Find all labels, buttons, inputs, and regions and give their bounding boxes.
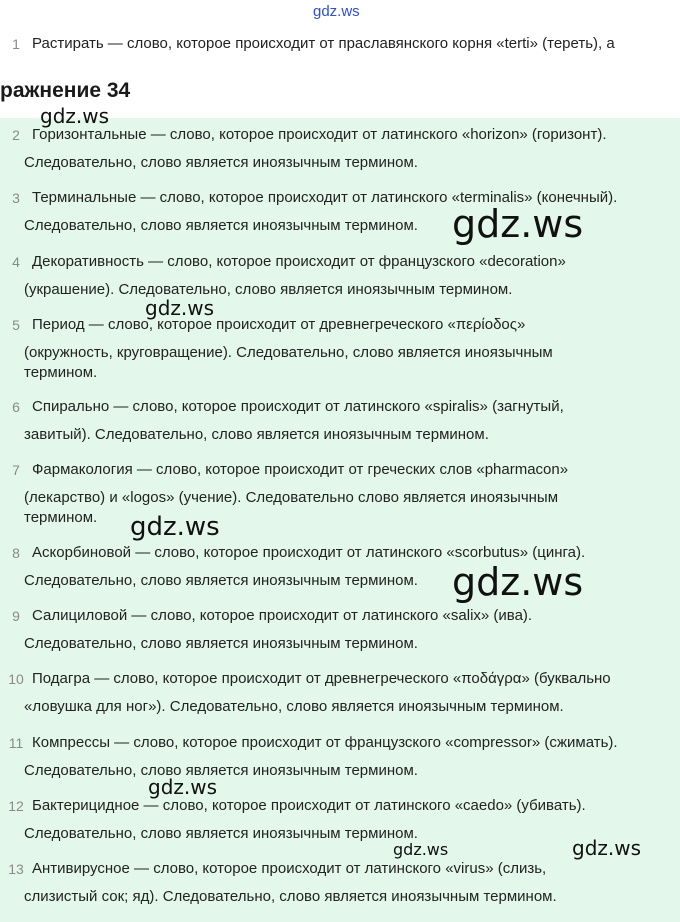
item-text-line: Бактерицидное — слово, которое происходит от латинского «caedo» (убивать). <box>32 797 586 814</box>
item-text-line: Антивирусное — слово, которое происходит от латинского «virus» (слизь, <box>32 860 547 877</box>
watermark-text: gdz.ws <box>452 202 584 246</box>
watermark-top-link[interactable]: gdz.ws <box>313 3 360 20</box>
item-text-line: Декоративность — слово, которое происходит от французского «decoration» <box>32 253 566 270</box>
item-text-line: слизистый сок; яд). Следовательно, слово является иноязычным термином. <box>24 888 557 905</box>
item-text-line: Следовательно, слово является иноязычным термином. <box>24 825 418 842</box>
item-text-line: термином. <box>24 509 98 526</box>
item-text-line: (украшение). Следовательно, слово является иноязычным термином. <box>24 281 513 298</box>
item-number: 6 <box>12 399 20 415</box>
item-number: 10 <box>8 671 24 687</box>
item-text-line: Аскорбиновой — слово, которое происходит от латинского «scorbutus» (цинга). <box>32 544 586 561</box>
item-number: 11 <box>8 735 24 751</box>
item-number: 9 <box>12 608 20 624</box>
watermark-text: gdz.ws <box>452 560 584 604</box>
item-number: 4 <box>12 254 20 270</box>
item-text-line: Следовательно, слово является иноязычным термином. <box>24 762 418 779</box>
item-text-line: завитый). Следовательно, слово является иноязычным термином. <box>24 426 489 443</box>
item-text-line: (окружность, круговращение). Следовательно, слово является иноязычным <box>24 344 553 361</box>
watermark-text: gdz.ws <box>148 775 218 799</box>
watermark-text: gdz.ws <box>145 296 215 320</box>
item-text-line: Растирать — слово, которое происходит от праславянского корня «terti» (тереть), а <box>32 35 615 52</box>
item-text-line: Компрессы — слово, которое происходит от французского «compressor» (сжимать). <box>32 734 618 751</box>
item-text-line: Терминальные — слово, которое происходит от латинского «terminalis» (конечный). <box>32 189 618 206</box>
item-text-line: «ловушка для ног»). Следовательно, слово является иноязычным термином. <box>24 698 564 715</box>
watermark-text: gdz.ws <box>130 512 220 542</box>
item-text-line: Период — слово, которое происходит от древнегреческого «περίοδος» <box>32 316 526 333</box>
item-text-line: (лекарство) и «logos» (учение). Следовательно слово является иноязычным <box>24 489 559 506</box>
item-number: 5 <box>12 317 20 333</box>
item-number: 8 <box>12 545 20 561</box>
item-number: 12 <box>8 798 24 814</box>
watermark-text: gdz.ws <box>572 836 642 860</box>
item-text-line: Салициловой — слово, которое происходит от латинского «salix» (ива). <box>32 607 533 624</box>
item-text-line: Следовательно, слово является иноязычным термином. <box>24 635 418 652</box>
watermark-text: gdz.ws <box>393 840 449 859</box>
item-number: 3 <box>12 190 20 206</box>
item-text-line: Следовательно, слово является иноязычным термином. <box>24 572 418 589</box>
exercise-title: ражнение 34 <box>0 79 131 102</box>
item-number: 1 <box>12 36 20 52</box>
item-text-line: Следовательно, слово является иноязычным термином. <box>24 154 418 171</box>
item-text-line: Подагра — слово, которое происходит от древнегреческого «ποδάγρα» (буквально <box>32 670 611 687</box>
item-text-line: Фармакология — слово, которое происходит от греческих слов «pharmacon» <box>32 461 569 478</box>
item-number: 2 <box>12 127 20 143</box>
item-text-line: Следовательно, слово является иноязычным термином. <box>24 217 418 234</box>
item-text-line: Спирально — слово, которое происходит от латинского «spiralis» (загнутый, <box>32 398 564 415</box>
item-number: 13 <box>8 861 24 877</box>
watermark-text: gdz.ws <box>40 104 110 128</box>
item-text-line: термином. <box>24 364 98 381</box>
item-number: 7 <box>12 462 20 478</box>
item-text-line: Горизонтальные — слово, которое происходит от латинского «horizon» (горизонт). <box>32 126 607 143</box>
